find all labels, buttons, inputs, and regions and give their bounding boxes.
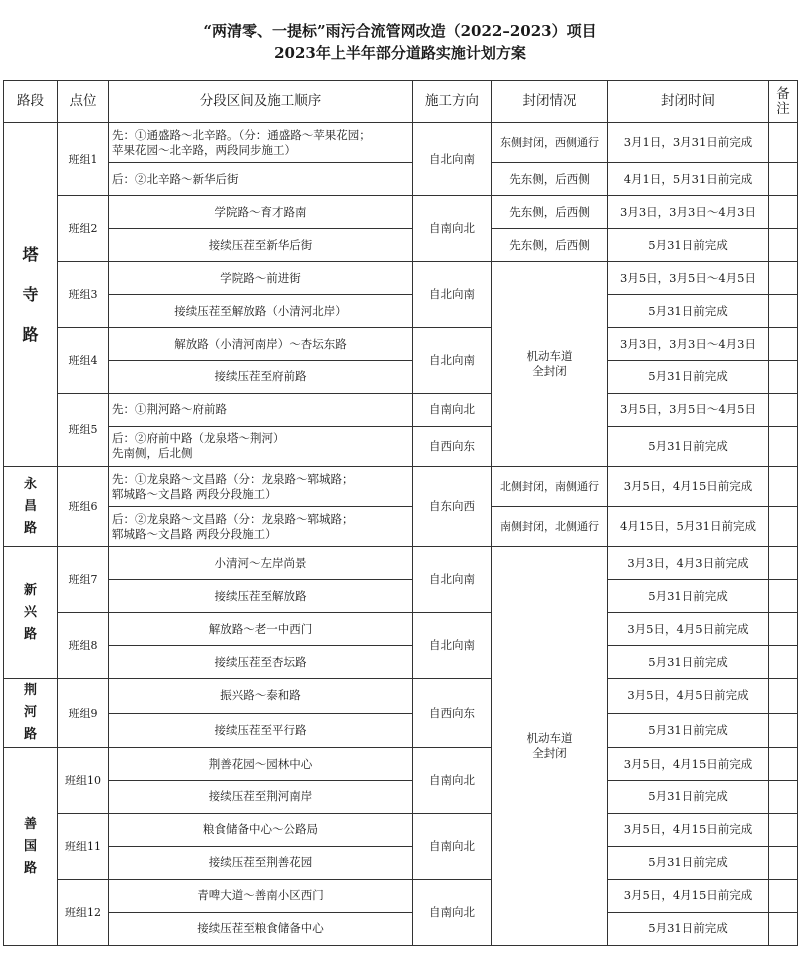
direction-cell: 自北向南 — [413, 262, 492, 328]
section-cell: 接续压茬至杏坛路 — [109, 646, 413, 679]
plan-table — [3, 80, 798, 946]
time-cell: 3月3日，3月3日～4月3日 — [608, 328, 769, 361]
section-cell: 先：①通盛路～北辛路。（分：通盛路～苹果花园； 苹果花园～北辛路，两段同步施工） — [109, 123, 413, 163]
section-cell: 粮食储备中心～公路局 — [109, 813, 413, 846]
note-cell — [769, 507, 798, 547]
closure-cell: 南侧封闭，北侧通行 — [492, 507, 608, 547]
table-row — [4, 426, 798, 466]
section-cell: 接续压茬至解放路 — [109, 580, 413, 613]
time-cell: 5月31日前完成 — [608, 846, 769, 879]
direction-cell: 自北向南 — [413, 613, 492, 679]
header-point: 点位 — [58, 81, 109, 123]
closure-cell: 东侧封闭，西侧通行 — [492, 123, 608, 163]
group-cell: 班组5 — [58, 393, 109, 466]
group-cell: 班组3 — [58, 262, 109, 328]
note-cell — [769, 781, 798, 814]
table-row — [4, 295, 798, 328]
note-cell — [769, 426, 798, 466]
group-cell: 班组8 — [58, 613, 109, 679]
note-cell — [769, 813, 798, 846]
time-cell: 3月5日，4月15日前完成 — [608, 879, 769, 912]
note-cell — [769, 328, 798, 361]
section-cell: 接续压茬至荆善花园 — [109, 846, 413, 879]
direction-cell: 自北向南 — [413, 123, 492, 196]
direction-cell: 自东向西 — [413, 467, 492, 547]
section-cell: 青啤大道～善南小区西门 — [109, 879, 413, 912]
group-cell: 班组7 — [58, 547, 109, 613]
section-cell: 接续压茬至荆河南岸 — [109, 781, 413, 814]
time-cell: 3月5日，4月15日前完成 — [608, 748, 769, 781]
time-cell: 5月31日前完成 — [608, 781, 769, 814]
table-row — [4, 361, 798, 394]
direction-cell: 自南向北 — [413, 196, 492, 262]
note-cell — [769, 613, 798, 646]
section-cell: 接续压茬至粮食储备中心 — [109, 912, 413, 945]
section-cell: 学院路～育才路南 — [109, 196, 413, 229]
note-cell — [769, 467, 798, 507]
time-cell: 3月5日，3月5日～4月5日 — [608, 393, 769, 426]
time-cell: 4月15日，5月31日前完成 — [608, 507, 769, 547]
note-cell — [769, 547, 798, 580]
road-name-xinxing: 新 兴 路 — [4, 547, 58, 679]
group-cell: 班组11 — [58, 813, 109, 879]
table-row — [4, 748, 798, 781]
header-direction: 施工方向 — [413, 81, 492, 123]
note-cell — [769, 846, 798, 879]
direction-cell: 自南向北 — [413, 879, 492, 945]
section-cell: 小清河～左岸尚景 — [109, 547, 413, 580]
section-cell: 接续压茬至新华后街 — [109, 229, 413, 262]
document-title: “两清零、一提标”雨污合流管网改造（2022–2023）项目 — [203, 22, 597, 40]
note-cell — [769, 361, 798, 394]
group-cell: 班组2 — [58, 196, 109, 262]
group-cell: 班组1 — [58, 123, 109, 196]
time-cell: 5月31日前完成 — [608, 580, 769, 613]
table-row — [4, 912, 798, 945]
section-cell: 接续压茬至解放路（小清河北岸） — [109, 295, 413, 328]
direction-cell: 自西向东 — [413, 426, 492, 466]
note-cell — [769, 393, 798, 426]
time-cell: 3月5日，3月5日～4月5日 — [608, 262, 769, 295]
header-closure: 封闭情况 — [492, 81, 608, 123]
section-cell: 解放路～老一中西门 — [109, 613, 413, 646]
time-cell: 5月31日前完成 — [608, 361, 769, 394]
time-cell: 3月1日，3月31日前完成 — [608, 123, 769, 163]
header-note: 备注 — [769, 81, 798, 123]
note-cell — [769, 713, 798, 747]
time-cell: 5月31日前完成 — [608, 912, 769, 945]
group-cell: 班组4 — [58, 328, 109, 394]
note-cell — [769, 163, 798, 196]
header-time: 封闭时间 — [608, 81, 769, 123]
time-cell: 3月5日，4月15日前完成 — [608, 467, 769, 507]
closure-cell: 北侧封闭，南侧通行 — [492, 467, 608, 507]
section-cell: 后：②北辛路～新华后街 — [109, 163, 413, 196]
group-cell: 班组12 — [58, 879, 109, 945]
direction-cell: 自南向北 — [413, 813, 492, 879]
time-cell: 3月5日，4月5日前完成 — [608, 613, 769, 646]
closure-cell: 先东侧，后西侧 — [492, 163, 608, 196]
closure-cell-merged: 机动车道 全封闭 — [492, 547, 608, 946]
table-row — [4, 507, 798, 547]
section-cell: 振兴路～泰和路 — [109, 679, 413, 713]
section-cell: 解放路（小清河南岸）～杏坛东路 — [109, 328, 413, 361]
time-cell: 5月31日前完成 — [608, 229, 769, 262]
table-row — [4, 547, 798, 580]
road-name-tasi: 塔 寺 路 — [4, 123, 58, 467]
section-cell: 后：②龙泉路～文昌路（分：龙泉路～郓城路； 郓城路～文昌路 两段分段施工） — [109, 507, 413, 547]
time-cell: 5月31日前完成 — [608, 426, 769, 466]
note-cell — [769, 196, 798, 229]
direction-cell: 自北向南 — [413, 547, 492, 613]
note-cell — [769, 912, 798, 945]
table-row — [4, 879, 798, 912]
time-cell: 3月3日，4月3日前完成 — [608, 547, 769, 580]
note-cell — [769, 646, 798, 679]
road-name-shanguo: 善 国 路 — [4, 748, 58, 946]
direction-cell: 自南向北 — [413, 748, 492, 814]
section-cell: 学院路～前进街 — [109, 262, 413, 295]
section-cell: 接续压茬至府前路 — [109, 361, 413, 394]
header-row — [4, 81, 798, 123]
section-cell: 先：①荆河路～府前路 — [109, 393, 413, 426]
time-cell: 4月1日，5月31日前完成 — [608, 163, 769, 196]
table-row — [4, 262, 798, 295]
direction-cell: 自西向东 — [413, 679, 492, 748]
closure-cell: 先东侧，后西侧 — [492, 229, 608, 262]
note-cell — [769, 679, 798, 713]
group-cell: 班组10 — [58, 748, 109, 814]
table-row — [4, 679, 798, 713]
table-row — [4, 393, 798, 426]
table-row — [4, 846, 798, 879]
header-road: 路段 — [4, 81, 58, 123]
header-section: 分段区间及施工顺序 — [109, 81, 413, 123]
time-cell: 3月3日，3月3日～4月3日 — [608, 196, 769, 229]
table-row — [4, 813, 798, 846]
note-cell — [769, 262, 798, 295]
road-name-jinghe: 荆 河 路 — [4, 679, 58, 748]
table-row — [4, 646, 798, 679]
table-row — [4, 196, 798, 229]
table-row — [4, 229, 798, 262]
note-cell — [769, 295, 798, 328]
section-cell: 接续压茬至平行路 — [109, 713, 413, 747]
note-cell — [769, 580, 798, 613]
note-cell — [769, 229, 798, 262]
section-cell: 先：①龙泉路～文昌路（分：龙泉路～郓城路； 郓城路～文昌路 两段分段施工） — [109, 467, 413, 507]
group-cell: 班组6 — [58, 467, 109, 547]
time-cell: 5月31日前完成 — [608, 646, 769, 679]
section-cell: 荆善花园～园林中心 — [109, 748, 413, 781]
time-cell: 5月31日前完成 — [608, 295, 769, 328]
table-row — [4, 328, 798, 361]
table-row — [4, 163, 798, 196]
note-cell — [769, 123, 798, 163]
road-name-yongchang: 永 昌 路 — [4, 467, 58, 547]
note-cell — [769, 748, 798, 781]
closure-cell-merged: 机动车道 全封闭 — [492, 262, 608, 467]
section-cell: 后：②府前中路（龙泉塔～荆河） 先南侧，后北侧 — [109, 426, 413, 466]
table-row — [4, 613, 798, 646]
time-cell: 3月5日，4月5日前完成 — [608, 679, 769, 713]
table-row — [4, 580, 798, 613]
document-subtitle: 2023年上半年部分道路实施计划方案 — [274, 44, 526, 62]
table-row — [4, 467, 798, 507]
table-row — [4, 123, 798, 163]
direction-cell: 自南向北 — [413, 393, 492, 426]
note-cell — [769, 879, 798, 912]
closure-cell: 先东侧，后西侧 — [492, 196, 608, 229]
time-cell: 3月5日，4月15日前完成 — [608, 813, 769, 846]
table-row — [4, 713, 798, 747]
group-cell: 班组9 — [58, 679, 109, 748]
direction-cell: 自北向南 — [413, 328, 492, 394]
time-cell: 5月31日前完成 — [608, 713, 769, 747]
table-row — [4, 781, 798, 814]
